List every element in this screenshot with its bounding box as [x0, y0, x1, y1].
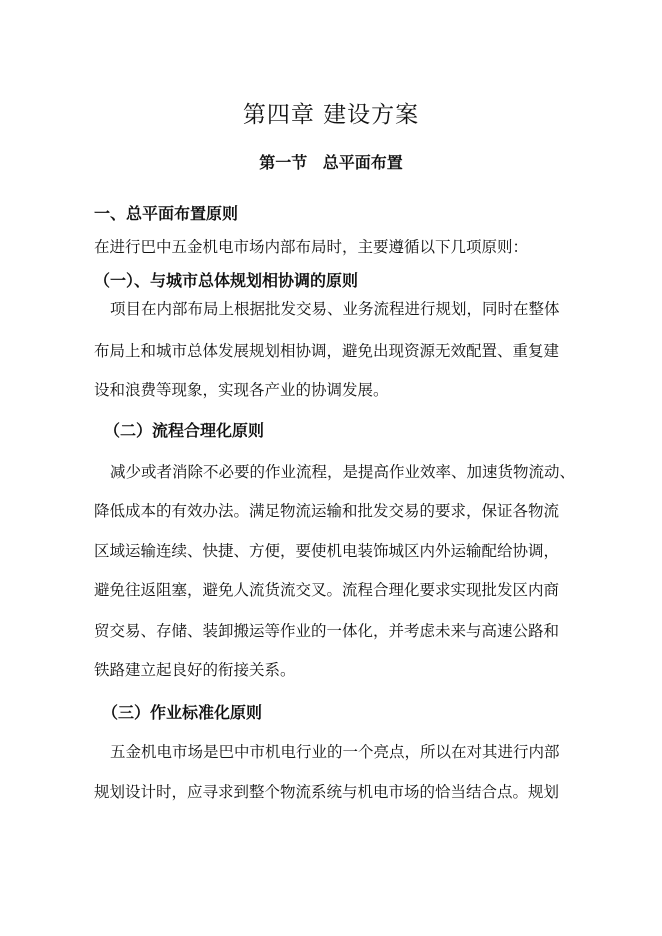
- paragraph-line: 项目在内部布局上根据批发交易、业务流程进行规划，同时在整体: [110, 300, 560, 318]
- chapter-title: 第四章 建设方案: [242, 102, 420, 128]
- heading-principles: 一、总平面布置原则: [94, 204, 239, 223]
- paragraph-line: 避免往返阻塞，避免人流货流交叉。流程合理化要求实现批发区内商: [94, 581, 560, 599]
- paragraph-line: 布局上和城市总体发展规划相协调，避免出现资源无效配置、重复建: [94, 342, 560, 360]
- subheading-1: （一）、与城市总体规划相协调的原则: [94, 271, 359, 290]
- paragraph-line: 规划设计时，应寻求到整个物流系统与机电市场的恰当结合点。规划: [94, 783, 560, 801]
- subheading-3: （三）作业标准化原则: [102, 703, 263, 722]
- paragraph-line: 五金机电市场是巴中市机电行业的一个亮点，所以在对其进行内部: [110, 743, 560, 761]
- paragraph-line: 铁路建立起良好的衔接关系。: [94, 661, 296, 679]
- paragraph-line: 设和浪费等现象，实现各产业的协调发展。: [94, 381, 389, 399]
- subheading-2: （二）流程合理化原则: [104, 421, 265, 440]
- section-title: 第一节 总平面布置: [259, 153, 403, 172]
- paragraph-line: 区域运输连续、快捷、方便，要使机电装饰城区内外运输配给协调，: [94, 542, 560, 560]
- paragraph-line: 降低成本的有效办法。满足物流运输和批发交易的要求，保证各物流: [94, 502, 560, 520]
- paragraph-line: 贸交易、存储、装卸搬运等作业的一体化，并考虑未来与高速公路和: [94, 622, 560, 640]
- intro-paragraph: 在进行巴中五金机电市场内部布局时，主要遵循以下几项原则：: [94, 238, 529, 256]
- paragraph-line: 减少或者消除不必要的作业流程，是提高作业效率、加速货物流动、: [110, 463, 576, 481]
